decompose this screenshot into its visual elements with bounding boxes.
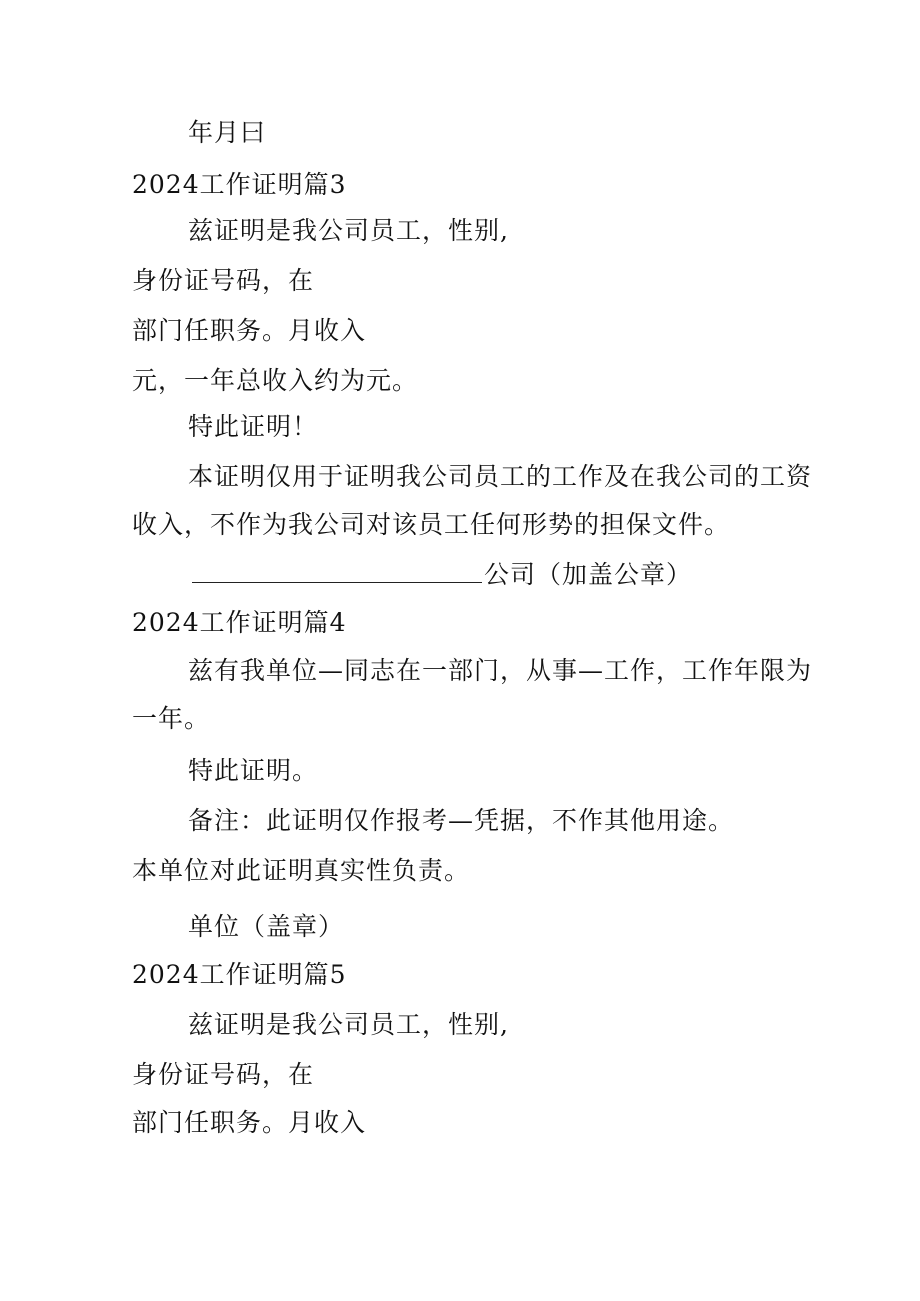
section-heading-3: 2024工作证明篇3: [132, 170, 347, 199]
section-heading-5: 2024工作证明篇5: [132, 960, 347, 989]
paragraph-line: 身份证号码，在: [132, 1060, 315, 1089]
paragraph-line: 特此证明。: [188, 756, 319, 785]
paragraph-line: 元，一年总收入约为元。: [132, 366, 419, 395]
unit-seal-label: 单位（盖章）: [188, 912, 345, 941]
date-line: 年月曰: [188, 118, 267, 147]
paragraph-line: 特此证明！: [188, 412, 319, 441]
section-heading-4: 2024工作证明篇4: [132, 608, 347, 637]
paragraph-line: 兹证明是我公司员工，性别,: [188, 216, 509, 245]
paragraph-line: 部门任职务。月收入: [132, 316, 367, 345]
paragraph-line: 兹有我单位—同志在一部门，从事—工作，工作年限为: [188, 656, 813, 685]
paragraph-line: 本单位对此证明真实性负责。: [132, 856, 471, 885]
signature-blank: [192, 560, 482, 583]
paragraph-line: 一年。: [132, 704, 211, 733]
paragraph-line: 身份证号码，在: [132, 266, 315, 295]
company-seal-label: 公司（加盖公章）: [484, 560, 693, 589]
paragraph-line: 备注：此证明仅作报考—凭据，不作其他用途。: [188, 806, 735, 835]
paragraph-line: 本证明仅用于证明我公司员工的工作及在我公司的工资: [188, 462, 813, 491]
paragraph-line: 兹证明是我公司员工，性别,: [188, 1010, 509, 1039]
paragraph-line: 部门任职务。月收入: [132, 1108, 367, 1137]
company-signature-line: [192, 560, 692, 590]
paragraph-line: 收入，不作为我公司对该员工任何形势的担保文件。: [132, 510, 731, 539]
